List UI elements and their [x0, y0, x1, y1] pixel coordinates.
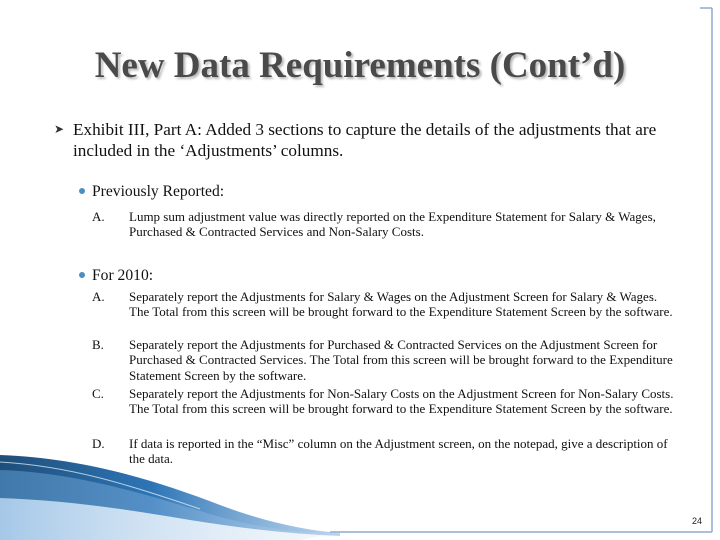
item-letter: A.	[92, 209, 105, 224]
bullet-dot-icon	[79, 272, 85, 278]
section-label-previously-reported: Previously Reported:	[92, 183, 225, 200]
item-letter: B.	[92, 337, 104, 352]
section-label-for-2010: For 2010:	[92, 267, 154, 284]
item-text: Separately report the Adjustments for Salary & Wages on the Adjustment Screen for Salary & Wages. The Total from this screen will be brought forward to the Expenditure Statement Screen by the software.	[129, 289, 673, 320]
item-letter: C.	[92, 386, 104, 401]
page-number: 24	[691, 516, 702, 526]
page-title: New Data Requirements (Cont’d)	[94, 45, 626, 86]
item-text: Separately report the Adjustments for Non-Salary Costs on the Adjustment Screen for Non-Salary Costs. The Total from this screen will be brought forward to the Expenditure Statement Screen by the software.	[129, 386, 674, 417]
item-letter: D.	[92, 436, 105, 451]
item-text: Lump sum adjustment value was directly reported on the Expenditure Statement for Salary & Wages, Purchased & Contracted Services and Non-Salary Costs.	[129, 209, 656, 240]
item-letter: A.	[92, 289, 105, 304]
arrow-bullet-icon: ➤	[54, 122, 65, 136]
bullet-dot-icon	[79, 188, 85, 194]
lead-text: Exhibit III, Part A: Added 3 sections to capture the details of the adjustments that are included in the ‘Adjustments’ columns.	[73, 120, 657, 160]
item-text: Separately report the Adjustments for Purchased & Contracted Services on the Adjustment Screen for Purchased & Contracted Services. The Total from this screen will be brought forward to the Expenditure Statement Screen by the software.	[129, 337, 673, 383]
item-text: If data is reported in the “Misc” column on the Adjustment screen, on the notepad, give a description of the data.	[129, 436, 668, 467]
